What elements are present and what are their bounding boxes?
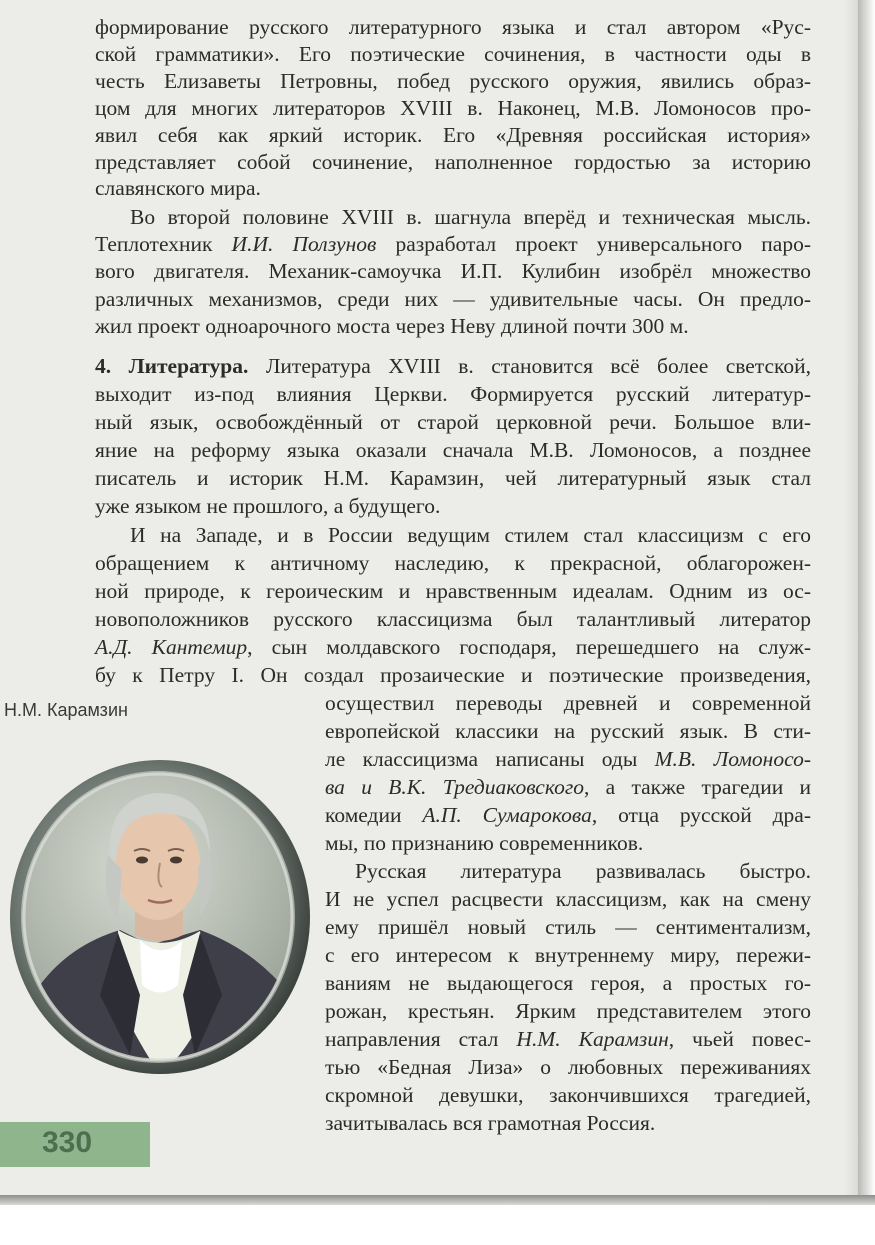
text-line: цом для многих литераторов XVIII в. Наконец, М.В. Ломоносов про- bbox=[95, 96, 811, 120]
text-line: мы, по признанию современников. bbox=[325, 831, 644, 855]
text-line: ему пришёл новый стиль — сентиментализм, bbox=[325, 915, 811, 939]
text-line: европейской классики на русский язык. В сти- bbox=[325, 719, 811, 743]
text-span: , сын молдавского господаря, перешедшего на служ- bbox=[247, 635, 811, 659]
text-line: осуществил переводы древней и современной bbox=[325, 691, 811, 715]
text-line: различных механизмов, среди них — удивительные часы. Он предло- bbox=[95, 287, 811, 311]
portrait-miniature-icon bbox=[0, 755, 318, 1075]
text-line bbox=[95, 634, 811, 660]
text-span: комедии bbox=[325, 803, 423, 827]
text-span: направления стал bbox=[325, 1027, 517, 1051]
page-edge-shadow bbox=[858, 0, 875, 1205]
text-line: яние на реформу языка оказали сначала М.В. Ломоносов, а позднее bbox=[95, 438, 811, 462]
person-name: А.П. Сумарокова bbox=[422, 803, 592, 827]
text-line: скромной девушки, закончившихся трагедией, bbox=[325, 1083, 811, 1107]
text-line: уже языком не прошлого, а будущего. bbox=[95, 494, 441, 518]
text-line: зачитывалась вся грамотная Россия. bbox=[325, 1111, 656, 1135]
text-line: представляет собой сочинение, наполненное гордостью за историю bbox=[95, 150, 811, 174]
text-span: Теплотехник bbox=[95, 232, 232, 256]
text-line: Русская литература развивалась быстро. bbox=[355, 859, 811, 883]
text-line: ный язык, освобождённый от старой церковной речи. Большое вли- bbox=[95, 410, 811, 434]
text-line: обращением к античному наследию, к прекрасной, облагорожен- bbox=[95, 551, 811, 575]
text-line: тью «Бедная Лиза» о любовных переживаниях bbox=[325, 1055, 811, 1079]
text-line: Во второй половине XVIII в. шагнула вперёд и техническая мысль. bbox=[130, 205, 811, 229]
text-line bbox=[325, 802, 811, 828]
karamzin-portrait bbox=[0, 755, 318, 1075]
page-bottom-shadow bbox=[0, 1195, 875, 1205]
text-line: явил себя как яркий историк. Его «Древняя российская история» bbox=[95, 123, 811, 147]
portrait-caption: Н.М. Карамзин bbox=[4, 700, 128, 720]
text-line: И на Западе, и в России ведущим стилем стал классицизм с его bbox=[130, 523, 811, 547]
text-line: выходит из-под влияния Церкви. Формируется русский литератур- bbox=[95, 382, 811, 406]
text-line: бу к Петру I. Он создал прозаические и поэтические произведения, bbox=[95, 663, 811, 687]
text-line bbox=[95, 231, 811, 257]
section-heading: 4. Литература. bbox=[95, 354, 249, 378]
text-span: Литература XVIII в. становится всё более светской, bbox=[248, 354, 811, 378]
text-line: рожан, крестьян. Ярким представителем этого bbox=[325, 999, 811, 1023]
text-span: , чьей повес- bbox=[668, 1027, 811, 1051]
text-line: новоположников русского классицизма был талантливый литератор bbox=[95, 607, 811, 631]
text-line: честь Елизаветы Петровны, побед русского оружия, явились образ- bbox=[95, 69, 811, 93]
text-span: , а также трагедии и bbox=[583, 775, 811, 799]
person-name: М.В. Ломоносо- bbox=[654, 747, 812, 771]
text-line: вого двигателя. Механик-самоучка И.П. Кулибин изобрёл множество bbox=[95, 259, 811, 283]
text-line: И не успел расцвести классицизм, как на смену bbox=[325, 887, 811, 911]
page-number: 330 bbox=[42, 1126, 93, 1159]
text-line: ваниям не выдающегося героя, а простых го- bbox=[325, 971, 811, 995]
text-line: ной природе, к героическим и нравственным идеалам. Одним из ос- bbox=[95, 579, 811, 603]
text-line: формирование русского литературного языка и стал автором «Рус- bbox=[95, 15, 811, 39]
text-line: писатель и историк Н.М. Карамзин, чей литературный язык стал bbox=[95, 466, 811, 490]
person-name: И.И. Ползунов bbox=[231, 232, 377, 256]
text-line: славянского мира. bbox=[95, 176, 261, 200]
text-line bbox=[325, 774, 811, 800]
text-line: ской грамматики». Его поэтические сочинения, в частности оды в bbox=[95, 42, 811, 66]
person-name: Н.М. Карамзин bbox=[516, 1027, 669, 1051]
text-line bbox=[325, 1026, 811, 1052]
text-line: жил проект одноарочного моста через Неву длиной почти 300 м. bbox=[95, 314, 689, 338]
person-name: А.Д. Кантемир bbox=[95, 635, 248, 659]
person-name: ва и В.К. Тредиаковского bbox=[325, 775, 584, 799]
text-line bbox=[325, 746, 811, 772]
text-span: ле классицизма написаны оды bbox=[325, 747, 655, 771]
section-heading-line bbox=[95, 353, 811, 379]
text-line: с его интересом к внутреннему миру, пережи- bbox=[325, 943, 811, 967]
text-span: разработал проект универсального паро- bbox=[376, 232, 812, 256]
text-span: , отца русской дра- bbox=[591, 803, 811, 827]
